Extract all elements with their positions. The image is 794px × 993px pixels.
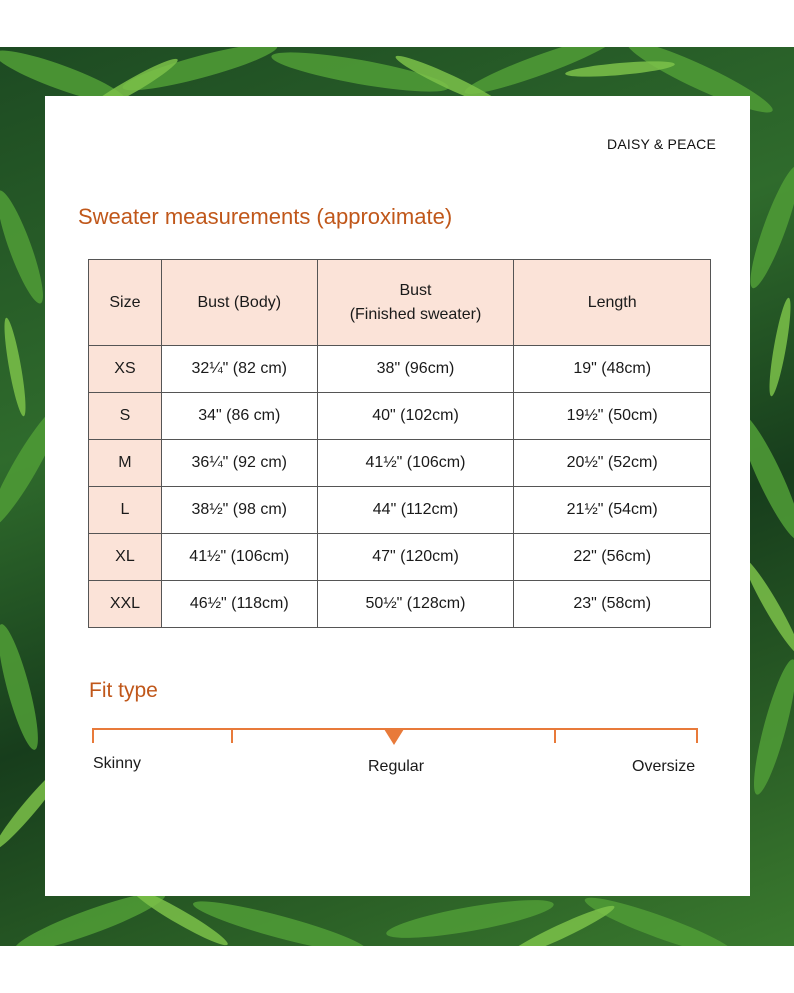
size-cell: XL — [89, 534, 162, 581]
table-row — [89, 487, 711, 534]
bust-finished-cell: 41½" (106cm) — [317, 440, 514, 487]
fit-scale-tick — [92, 728, 94, 743]
header-bust-body — [161, 260, 317, 346]
header-length-label: Length — [587, 293, 637, 311]
length-cell: 21½" (54cm) — [514, 487, 711, 534]
table-row — [89, 393, 711, 440]
bust-finished-cell: 47" (120cm) — [317, 534, 514, 581]
bust-finished-cell: 44" (112cm) — [317, 487, 514, 534]
fit-scale-tick — [696, 728, 698, 743]
size-cell: L — [89, 487, 162, 534]
size-cell: XXL — [89, 581, 162, 628]
bust-finished-cell: 50½" (128cm) — [317, 581, 514, 628]
header-bust-finished-line1: Bust — [399, 281, 432, 299]
bust-finished-cell: 40" (102cm) — [317, 393, 514, 440]
fit-label-skinny: Skinny — [93, 755, 142, 772]
fit-scale-tick — [554, 728, 556, 743]
fit-marker-triangle-icon — [384, 729, 404, 745]
fit-type-title: Fit type — [89, 679, 158, 702]
bust-finished-cell: 38" (96cm) — [317, 346, 514, 393]
bust-body-cell: 41½" (106cm) — [161, 534, 317, 581]
size-cell: M — [89, 440, 162, 487]
table-row — [89, 534, 711, 581]
size-cell: S — [89, 393, 162, 440]
length-cell: 23" (58cm) — [514, 581, 711, 628]
header-bust-finished-line2: (Finished sweater) — [349, 305, 482, 323]
table-row — [89, 346, 711, 393]
fit-type-scale — [92, 721, 698, 751]
fit-scale-tick — [231, 728, 233, 743]
bust-body-cell: 34" (86 cm) — [161, 393, 317, 440]
table-row — [89, 581, 711, 628]
length-cell: 22" (56cm) — [514, 534, 711, 581]
length-cell: 19" (48cm) — [514, 346, 711, 393]
fit-label-oversize: Oversize — [632, 758, 696, 775]
header-bust-body-label: Bust (Body) — [197, 293, 282, 311]
header-length — [514, 260, 711, 346]
header-bust-finished — [317, 260, 514, 346]
bust-body-cell: 36¼" (92 cm) — [161, 440, 317, 487]
brand-name: DAISY & PEACE — [607, 136, 716, 152]
header-size-label: Size — [109, 293, 141, 311]
bust-body-cell: 46½" (118cm) — [161, 581, 317, 628]
bust-body-cell: 38½" (98 cm) — [161, 487, 317, 534]
bust-body-cell: 32¼" (82 cm) — [161, 346, 317, 393]
length-cell: 19½" (50cm) — [514, 393, 711, 440]
length-cell: 20½" (52cm) — [514, 440, 711, 487]
measurement-card — [45, 96, 750, 896]
header-size — [89, 260, 162, 346]
size-cell: XS — [89, 346, 162, 393]
fit-label-regular: Regular — [368, 758, 425, 775]
measurement-table — [88, 259, 711, 628]
table-header-row — [89, 260, 711, 346]
table-row — [89, 440, 711, 487]
page-title: Sweater measurements (approximate) — [78, 204, 453, 229]
